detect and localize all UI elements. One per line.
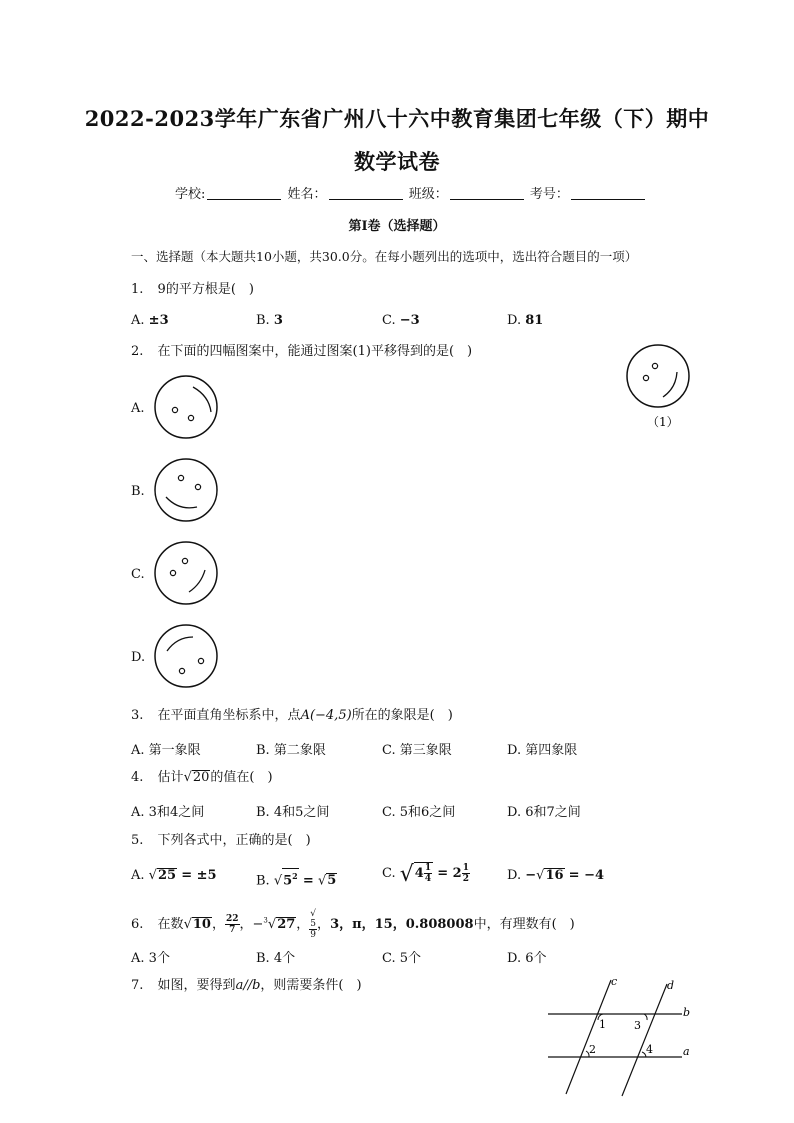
eye <box>643 375 648 380</box>
eye <box>178 475 183 480</box>
q5-option-a[interactable] <box>131 868 217 883</box>
eye <box>170 570 175 575</box>
angle-1-label: 1 <box>599 1018 606 1031</box>
label-c: c <box>611 975 618 988</box>
eye <box>182 558 187 563</box>
q3-option-b[interactable] <box>256 739 326 758</box>
option-rhs: = ±5 <box>181 868 217 883</box>
radicand: 5 <box>327 873 337 889</box>
section-heading: 一、选择题（本大题共10小题，共30.0分。在每小题列出的选项中，选出符合题目的一项） <box>131 249 638 264</box>
option-text: 4个 <box>273 951 296 966</box>
radicand: 10 <box>192 917 211 932</box>
radicand: 20 <box>192 770 210 785</box>
q4-option-b[interactable] <box>256 801 329 820</box>
question-stem-pre: 在平面直角坐标系中，点 <box>157 708 301 723</box>
angle-3-arc <box>644 1014 647 1020</box>
option-letter: C. <box>382 866 396 881</box>
face-outline <box>155 542 217 604</box>
question-2 <box>131 344 472 360</box>
option-letter: C. <box>382 805 396 820</box>
option-letter: B. <box>256 743 270 758</box>
fraction <box>462 863 470 884</box>
mouth <box>663 372 677 397</box>
question-number: 1. <box>131 282 144 297</box>
radicand: 25 <box>157 868 177 883</box>
eye <box>179 668 184 673</box>
root-index: 3 <box>263 916 268 925</box>
exponent: 2 <box>292 871 298 881</box>
option-letter: D. <box>507 313 522 328</box>
numerator: 1 <box>462 863 469 873</box>
mouth <box>193 387 211 412</box>
question-stem: 9的平方根是( ) <box>157 282 254 297</box>
minus-sign: − <box>525 868 537 883</box>
question-3 <box>131 708 453 724</box>
mouth <box>189 570 205 592</box>
q5-option-b[interactable] <box>256 868 337 888</box>
q4-option-c[interactable] <box>382 801 455 820</box>
option-letter: B. <box>256 805 270 820</box>
minus-sign: − <box>252 917 264 932</box>
question-number: 3. <box>131 708 144 723</box>
q2-option-b-label[interactable]: B. <box>131 484 145 499</box>
question-number: 7. <box>131 978 144 993</box>
option-letter: A. <box>131 951 145 966</box>
option-text: 81 <box>525 313 544 328</box>
question-6: 6. 在数√10， $\frac{22}{7}$ ，−$^3$√27， √ 5 9 ，3，π，15，0.808008中，有理数有( ) <box>131 909 575 940</box>
line-c <box>566 980 611 1094</box>
radicand: 5 <box>310 919 317 929</box>
option-text: −3 <box>399 313 420 328</box>
label-b: b <box>683 1006 691 1019</box>
option-letter: B. <box>256 951 270 966</box>
q3-option-d[interactable] <box>507 739 577 758</box>
denominator: 9 <box>310 930 317 940</box>
numerator: 22 <box>225 914 239 924</box>
q6-option-d[interactable] <box>507 947 547 966</box>
numerator: 1 <box>424 863 432 873</box>
option-text: 第一象限 <box>148 743 201 758</box>
sqrt-sign: √ <box>183 770 192 785</box>
angle-4-label: 4 <box>646 1043 653 1056</box>
q1-option-a[interactable] <box>131 313 169 328</box>
q7-parallel-lines-figure <box>540 972 700 1100</box>
exam-title-line1: 2022-2023学年广东省广州八十六中教育集团七年级（下）期中 <box>84 106 710 131</box>
question-stem-post: 的值在( ) <box>210 770 273 785</box>
option-letter: D. <box>507 868 522 883</box>
question-1 <box>131 282 254 298</box>
option-text: 6个 <box>525 951 547 966</box>
q6-option-b[interactable] <box>256 947 295 966</box>
eye <box>188 415 193 420</box>
fraction <box>424 863 432 884</box>
question-number: 5. <box>131 833 144 848</box>
q1-option-d[interactable] <box>507 313 543 328</box>
label-a: a <box>683 1045 690 1058</box>
class-label: 班级： <box>408 187 448 202</box>
school-blank[interactable] <box>207 187 281 200</box>
option-letter: A. <box>131 868 145 883</box>
option-text: 5和6之间 <box>399 805 456 820</box>
mouth <box>166 497 197 508</box>
fraction <box>225 914 240 935</box>
eye <box>652 363 657 368</box>
option-text: 5个 <box>399 951 422 966</box>
option-letter: D. <box>507 743 522 758</box>
question-stem-post: 所在的象限是( ) <box>351 708 453 723</box>
mouth <box>167 637 193 651</box>
question-stem-pre: 如图，要得到 <box>157 978 236 993</box>
option-text: 第四象限 <box>525 743 578 758</box>
face-outline <box>627 345 689 407</box>
name-blank[interactable] <box>329 187 403 200</box>
question-stem-post: ，则需要条件( ) <box>260 978 362 993</box>
number-list: 3，π，15，0.808008 <box>330 917 474 932</box>
option-text: 3和4之间 <box>148 805 205 820</box>
sqrt-sign: √ <box>267 917 277 932</box>
denominator: 4 <box>424 874 432 884</box>
radicand-power <box>282 868 299 888</box>
fraction <box>309 909 317 940</box>
q2-option-a-label[interactable]: A. <box>131 401 145 416</box>
option-letter: B. <box>256 873 270 889</box>
question-stem-pre: 在数 <box>157 917 184 932</box>
q3-option-a[interactable] <box>131 739 201 758</box>
option-letter: C. <box>382 313 396 328</box>
q4-option-a[interactable] <box>131 801 204 820</box>
numerator: √ 5 <box>310 909 317 929</box>
label-d: d <box>667 979 675 992</box>
option-letter: D. <box>507 805 522 820</box>
question-number: 2. <box>131 344 144 359</box>
face-outline <box>155 459 217 521</box>
class-blank[interactable] <box>450 187 524 200</box>
face-outline <box>155 625 217 687</box>
option-text: 第二象限 <box>273 743 326 758</box>
sqrt-sign: √ <box>183 917 192 932</box>
face-outline <box>155 376 217 438</box>
exam-number-label: 考号： <box>529 187 569 202</box>
sqrt-sign: √ <box>273 873 283 889</box>
option-text: 6和7之间 <box>525 805 581 820</box>
q1-option-b[interactable] <box>256 313 283 328</box>
q2-option-d-figure[interactable] <box>151 623 223 691</box>
q2-option-c-figure[interactable] <box>151 540 223 608</box>
question-4 <box>131 770 273 786</box>
q2-option-a-figure[interactable] <box>151 374 223 442</box>
figure-label: （1） <box>647 415 679 429</box>
denominator: 2 <box>462 874 469 884</box>
q2-option-b-figure[interactable] <box>151 457 223 525</box>
q4-option-d[interactable] <box>507 801 581 820</box>
exam-title-line2: 数学试卷 <box>354 149 440 174</box>
sqrt-sign: √ <box>399 862 414 887</box>
question-stem: 下列各式中，正确的是( ) <box>157 833 311 848</box>
option-text: 3 <box>273 313 283 328</box>
eye <box>195 484 200 489</box>
q5-option-d[interactable] <box>507 868 604 883</box>
question-stem-pre: 估计 <box>157 770 184 785</box>
question-number: 6. <box>131 917 144 932</box>
denominator: 7 <box>229 925 236 935</box>
option-text: 4和5之间 <box>273 805 330 820</box>
radicand: 16 <box>545 868 564 883</box>
q1-option-c[interactable] <box>382 313 420 328</box>
q2-option-d-label[interactable]: D. <box>131 650 146 665</box>
question-5 <box>131 833 311 849</box>
exam-number-blank[interactable] <box>571 187 645 200</box>
question-stem-post: 中，有理数有( ) <box>473 917 575 932</box>
point-coordinate: A(−4,5) <box>300 708 352 723</box>
integer-part: 4 <box>414 866 424 881</box>
option-rhs: = 2 <box>437 866 462 881</box>
option-letter: D. <box>507 951 522 966</box>
question-7 <box>131 978 362 994</box>
mixed-number <box>414 862 433 885</box>
option-letter: B. <box>256 313 270 328</box>
info-fields <box>175 187 647 203</box>
name-label: 姓名： <box>287 187 327 202</box>
option-letter: C. <box>382 951 396 966</box>
sqrt-sign: √ <box>148 868 157 883</box>
angle-2-label: 2 <box>589 1043 596 1056</box>
sqrt-sign: √ <box>536 868 545 883</box>
question-number: 4. <box>131 770 144 785</box>
option-letter: A. <box>131 805 145 820</box>
option-letter: A. <box>131 313 145 328</box>
option-rhs: = −4 <box>568 868 605 883</box>
q5-option-c[interactable] <box>382 862 470 887</box>
q2-reference-figure <box>622 342 698 437</box>
radicand: 27 <box>277 917 296 932</box>
equals-sign: = <box>302 873 314 889</box>
school-label: 学校: <box>175 187 206 202</box>
angle-3-label: 3 <box>634 1019 641 1032</box>
question-stem: 在下面的四幅图案中，能通过图案(1)平移得到的是( ) <box>157 344 473 359</box>
line-d <box>622 984 667 1096</box>
option-text: 第三象限 <box>399 743 452 758</box>
option-text: 3个 <box>148 951 170 966</box>
option-letter: C. <box>382 743 396 758</box>
radicand: 5 <box>283 873 293 889</box>
q2-option-c-label[interactable]: C. <box>131 567 145 582</box>
eye <box>198 658 203 663</box>
parallel-relation: a//b <box>235 978 261 993</box>
volume-heading: 第I卷（选择题） <box>348 219 446 234</box>
q6-option-a[interactable] <box>131 947 170 966</box>
q3-option-c[interactable] <box>382 739 452 758</box>
eye <box>172 407 177 412</box>
option-text: ±3 <box>148 313 169 328</box>
sqrt-sign: √ <box>317 873 327 889</box>
q6-option-c[interactable] <box>382 947 421 966</box>
option-letter: A. <box>131 743 145 758</box>
